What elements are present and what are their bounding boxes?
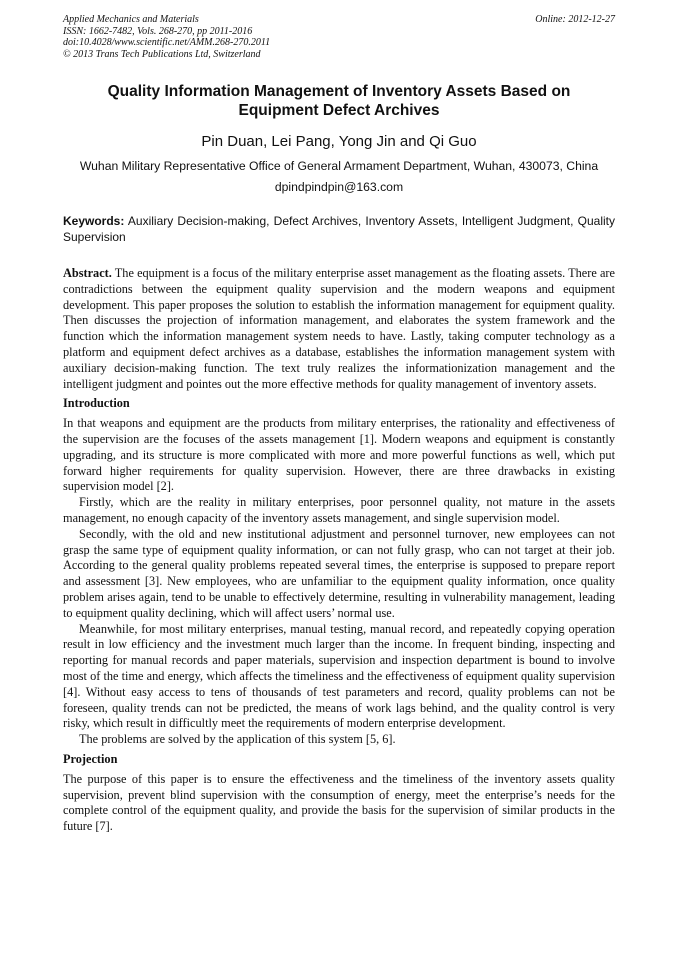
paragraph: Secondly, with the old and new institutional adjustment and personnel turnover, new employees can not grasp the same type of equipment quality information, or can not fully grasp, who can not target at their job. According to the general quality problems repeated several times, the enterprise is supposed to prepare report and assessment [3]. New employees, who are unfamiliar to the equipment quality information, once quality problem arises again, tend to be unable to effectively determine, resulting in vulnerability management, leading to equipment quality declining, which will affect users’ normal use. (63, 526, 615, 620)
section-heading-introduction: Introduction (63, 396, 130, 411)
copyright-line: © 2013 Trans Tech Publications Ltd, Switzerland (63, 48, 261, 60)
keywords-label: Keywords: (63, 214, 125, 228)
title-line-2: Equipment Defect Archives (238, 102, 440, 119)
abstract-label: Abstract. (63, 266, 112, 280)
authors: Pin Duan, Lei Pang, Yong Jin and Qi Guo (201, 133, 477, 150)
keywords-text: Auxiliary Decision-making, Defect Archives, Inventory Assets, Intelligent Judgment, Quality Supervision (63, 214, 615, 244)
keywords (63, 213, 615, 245)
paragraph: Meanwhile, for most military enterprises, manual testing, manual record, and repeatedly copying operation result in low efficiency and the investment much larger than the income. In frequent binding, inspecting and reporting for manual records and paper materials, supervision and inspection department is bound to involve most of the time and energy, which affects the timeliness and the effectiveness of equipment quality supervision [4]. Without easy access to tens of thousands of test parameters and record, quality problems can not be foreseen, quality trends can not be predicted, the means of work lags behind, and the quality control is very risky, which result in difficultly meet the requirements of modern enterprise development. (63, 621, 615, 731)
section-heading-projection: Projection (63, 751, 118, 766)
paragraph: The purpose of this paper is to ensure the effectiveness and the timeliness of the inventory assets quality supervision, prevent blind supervision with the consumption of energy, meet the enterprise’s needs for the complete control of the equipment quality, and provide the basis for the supervision of similar products in the future [7]. (63, 771, 615, 834)
title-line-1: Quality Information Management of Inventory Assets Based on (107, 83, 571, 100)
paragraph: Firstly, which are the reality in military enterprises, poor personnel quality, not mature in the assets management, no enough capacity of the inventory assets management, and single supervision model. (63, 495, 615, 525)
paragraph: The problems are solved by the application of this system [5, 6]. (79, 732, 396, 747)
paper-title (63, 82, 615, 120)
abstract-text: The equipment is a focus of the military enterprise asset management as the floating assets. There are contradictions between the equipment quality supervision and the modern weapons and equipment development. This paper proposes the solution to establish the information management for equipment quality. Then discusses the projection of information management, and elaborates the system framework and the function which the information management system needs to have. Lastly, taking computer technology as a platform and equipment defect archives as a database, establishes the information management system with auxiliary decision-making function. The text truly realizes the informationization management and the intelligent judgment and pointes out the more effective methods for quality management of inventory assets. (63, 266, 615, 391)
affiliation: Wuhan Military Representative Office of General Armament Department, Wuhan, 430073, China (79, 159, 599, 173)
issn-line: ISSN: 1662-7482, Vols. 268-270, pp 2011-2016 (63, 25, 253, 37)
paragraph: In that weapons and equipment are the products from military enterprises, the rationality and effectiveness of the supervision are the focuses of the assets management [1]. Modern weapons and equipment is constantly upgrading, and its structure is more complicated with more and more powerful functions as well, which put forward higher requirements for quality supervision. However, there are three drawbacks in existing supervision model [2]. (63, 416, 615, 494)
paper-body (63, 266, 615, 835)
author-email: dpindpindpin@163.com (274, 180, 404, 194)
abstract (63, 266, 615, 392)
journal-name: Applied Mechanics and Materials (63, 14, 199, 25)
doi-line: doi:10.4028/www.scientific.net/AMM.268-270.2011 (63, 37, 271, 48)
journal-header (63, 14, 615, 60)
online-date: Online: 2012-12-27 (535, 14, 615, 25)
